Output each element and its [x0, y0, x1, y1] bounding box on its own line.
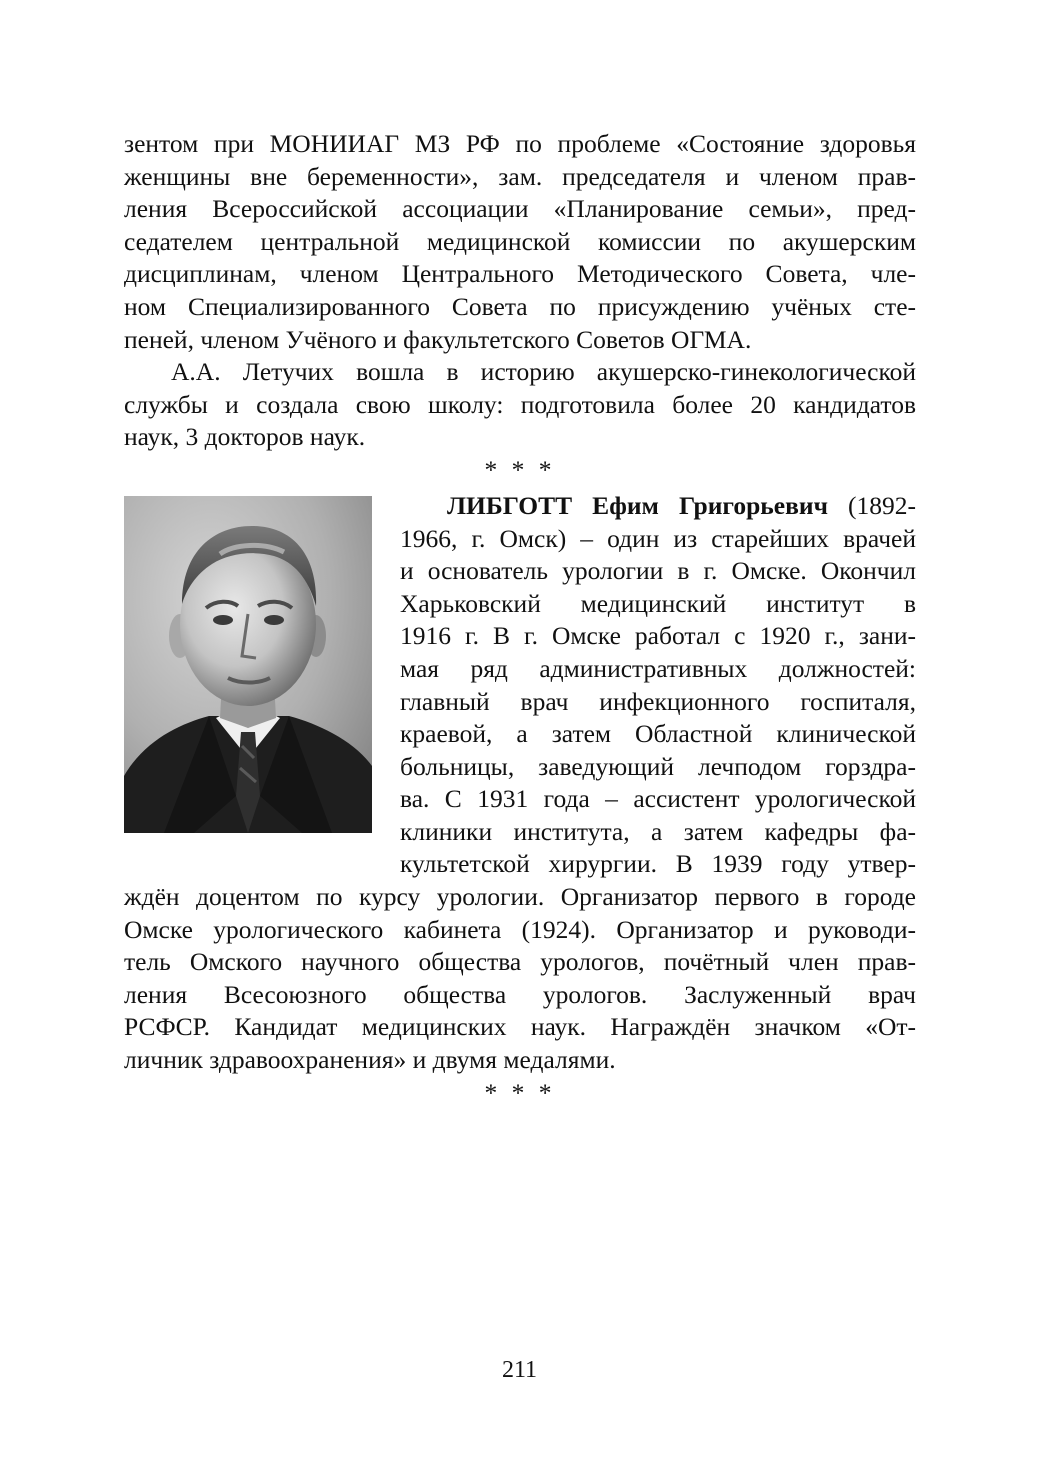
- lifespan-start: (1892-: [827, 490, 916, 520]
- section-separator: * * *: [484, 454, 556, 484]
- text-line: краевой, а затем Областной клинической: [400, 719, 916, 749]
- text-line: пеней, членом Учёного и факультетского Советов ОГМА.: [124, 324, 752, 354]
- text-line: и основатель урологии в г. Омске. Окончил: [400, 556, 916, 586]
- portrait-photo: [124, 496, 372, 833]
- page-number: 211: [501, 1357, 538, 1383]
- top-paragraph: [124, 128, 916, 356]
- page-content: [124, 128, 916, 1109]
- text-line: больницы, заведующий лечподом горздра-: [400, 751, 916, 781]
- text-line: 1916 г. В г. Омске работал с 1920 г., зани-: [400, 621, 916, 651]
- text-line: РСФСР. Кандидат медицинских наук. Награждён значком «От-: [124, 1012, 916, 1042]
- text-line: Харьковский медицинский институт в: [400, 588, 916, 618]
- biography-full-text: [124, 881, 916, 1077]
- text-line: А.А. Летучих вошла в историю акушерско-гинекологической: [171, 357, 916, 387]
- text-line: ждён доцентом по курсу урологии. Организатор первого в городе: [124, 882, 916, 912]
- text-line: женщины вне беременности», зам. председателя и членом прав-: [124, 161, 916, 191]
- biography-wrapped-text: [400, 490, 916, 881]
- text-line: тель Омского научного общества урологов, почётный член прав-: [124, 947, 916, 977]
- text-line: 1966, г. Омск) – один из старейших врачей: [400, 523, 916, 553]
- text-line: ва. С 1931 года – ассистент урологической: [400, 784, 916, 814]
- person-name: ЛИБГОТТ Ефим Григорьевич: [447, 490, 828, 520]
- text-line: [400, 490, 916, 523]
- biography-entry: [124, 490, 916, 1077]
- text-line: седателем центральной медицинской комиссии по акушерским: [124, 226, 916, 256]
- text-line: зентом при МОНИИАГ МЗ РФ по проблеме «Состояние здоровья: [124, 129, 916, 158]
- text-line: дисциплинам, членом Центрального Методического Совета, чле-: [124, 259, 916, 289]
- text-line: личник здравоохранения» и двумя медалями.: [124, 1045, 616, 1075]
- text-line: наук, 3 докторов наук.: [124, 422, 366, 452]
- text-line: Омске урологического кабинета (1924). Организатор и руководи-: [124, 914, 916, 944]
- text-line: ления Всесоюзного общества урологов. Заслуженный врач: [124, 979, 916, 1009]
- section-separator: * * *: [484, 1077, 556, 1107]
- text-line: ном Специализированного Совета по присуждению учёных сте-: [124, 291, 916, 321]
- text-line: ления Всероссийской ассоциации «Планирование семьи», пред-: [124, 194, 916, 224]
- second-paragraph: [124, 356, 916, 454]
- text-line: культетской хирургии. В 1939 году утвер-: [400, 849, 916, 879]
- text-line: клиники института, а затем кафедры фа-: [400, 816, 916, 846]
- text-line: мая ряд административных должностей:: [400, 653, 916, 683]
- text-line: главный врач инфекционного госпиталя,: [400, 686, 916, 716]
- text-line: службы и создала свою школу: подготовила более 20 кандидатов: [124, 389, 916, 419]
